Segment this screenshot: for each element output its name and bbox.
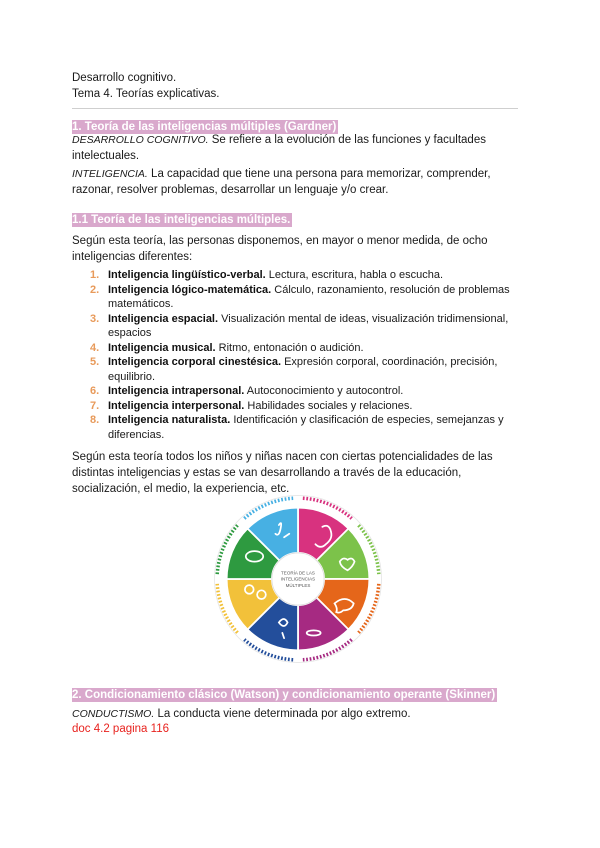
- section-1-1-heading: 1.1 Teoría de las inteligencias múltiples.: [72, 214, 291, 226]
- list-item-desc: Identificación y clasificación de especies, semejanzas y diferencias.: [108, 414, 504, 441]
- list-item-name: Inteligencia naturalista.: [108, 414, 231, 426]
- definition-desarrollo: [72, 132, 518, 164]
- definition-text: La capacidad que tiene una persona para memorizar, comprender, razonar, resolver problemas, desarrollar un lenguaje y/o crear.: [72, 168, 491, 196]
- list-number: 1.: [90, 269, 100, 281]
- list-item-desc: Autoconocimiento y autocontrol.: [244, 385, 404, 397]
- list-item: [72, 283, 518, 312]
- list-item: [72, 384, 518, 399]
- definition-term: CONDUCTISMO.: [72, 708, 155, 720]
- list-item-desc: Lectura, escritura, habla o escucha.: [265, 269, 444, 281]
- list-item-name: Inteligencia lógico-matemática.: [108, 283, 272, 296]
- list-item: [72, 312, 518, 341]
- list-item-name: Inteligencia corporal cinestésica.: [108, 356, 282, 368]
- list-item: [72, 399, 518, 414]
- list-item-desc: Cálculo, razonamiento, resolución de problemas matemáticos.: [108, 283, 510, 310]
- wheel-center-line-1: TEORÍA DE LAS: [281, 570, 315, 576]
- header-divider: [72, 108, 518, 109]
- wheel-center-line-2: INTELIGENCIAS: [280, 576, 316, 582]
- section-1-heading: 1. Teoría de las inteligencias múltiples (Gardner): [72, 121, 337, 133]
- section-2-heading: 2. Condicionamiento clásico (Watson) y condicionamiento operante (Skinner): [72, 689, 496, 701]
- topic-line: Tema 4. Teorías explicativas.: [72, 88, 220, 100]
- section-1-1-closing: Según esta teoría todos los niños y niñas nacen con ciertas potencialidades de las distintas inteligencias y estas se van desarrollando a través de la educación, socialización, el medio, la experiencia, etc.: [72, 451, 493, 495]
- list-item-name: Inteligencia lingüístico-verbal.: [108, 269, 266, 281]
- list-item-desc: Habilidades sociales y relaciones.: [244, 399, 413, 412]
- list-number: 4.: [90, 341, 100, 354]
- list-item-name: Inteligencia intrapersonal.: [108, 385, 245, 397]
- multiple-intelligences-wheel: [211, 492, 385, 666]
- definition-text: La conducta viene determinada por algo extremo.: [154, 708, 411, 720]
- list-item-name: Inteligencia espacial.: [108, 312, 219, 325]
- list-item-desc: Ritmo, entonación o audición.: [215, 341, 364, 354]
- subject-line: Desarrollo cognitivo.: [72, 72, 177, 84]
- list-item: [72, 268, 518, 283]
- list-item: [72, 355, 518, 384]
- list-item-name: Inteligencia interpersonal.: [108, 399, 245, 412]
- list-item-desc: Visualización mental de ideas, visualización tridimensional, espacios: [108, 312, 509, 339]
- list-item: [72, 413, 518, 442]
- page-reference: doc 4.2 pagina 116: [72, 723, 169, 735]
- definition-inteligencia: [72, 166, 518, 198]
- wheel-center-line-3: MÚLTIPLES: [285, 582, 311, 588]
- document-header: [72, 70, 219, 102]
- definition-conductismo: [72, 706, 518, 722]
- list-number: 7.: [90, 399, 100, 412]
- list-number: 3.: [90, 312, 100, 325]
- list-number: 6.: [90, 385, 100, 397]
- list-number: 5.: [90, 356, 100, 368]
- list-item-desc: Expresión corporal, coordinación, precisión, equilibrio.: [108, 356, 498, 383]
- definition-text: Se refiere a la evolución de las funciones y facultades intelectuales.: [72, 134, 486, 162]
- list-number: 8.: [90, 414, 100, 426]
- definition-term: INTELIGENCIA.: [72, 168, 148, 180]
- intelligences-list: [72, 268, 518, 442]
- list-item: [72, 341, 518, 356]
- section-1-1: [72, 210, 292, 228]
- list-number: 2.: [90, 283, 100, 296]
- section-2: [72, 685, 497, 703]
- section-1-1-intro: Según esta teoría, las personas disponemos, en mayor o menor medida, de ocho inteligencias diferentes:: [72, 235, 488, 263]
- definition-term: DESARROLLO COGNITIVO.: [72, 134, 209, 146]
- list-item-name: Inteligencia musical.: [108, 341, 216, 354]
